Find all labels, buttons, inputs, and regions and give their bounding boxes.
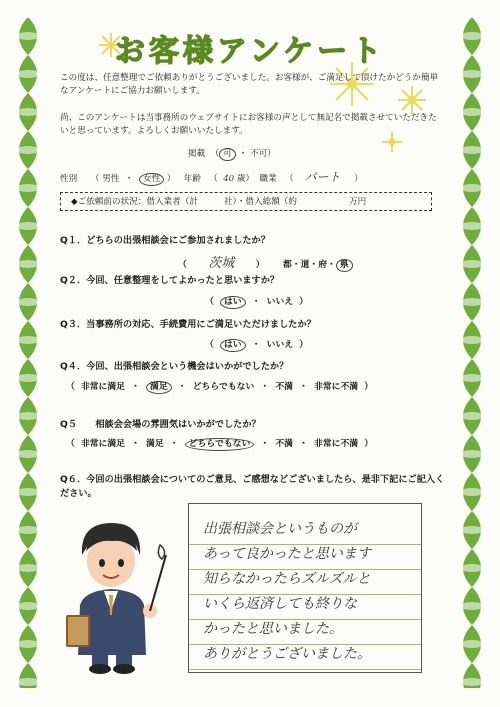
leaf-motif [12,663,44,688]
leaf-motif [456,131,488,169]
leaf-motif [456,245,488,283]
q3-option-yes[interactable]: はい [220,339,246,352]
answer-line: あって良かったと思います [203,546,371,562]
right-leaf-border [452,18,492,688]
leaf-motif [456,511,488,549]
leaf-motif [12,93,44,131]
job-label: 職業 [259,174,277,184]
leaf-motif [12,245,44,283]
leaf-motif [12,473,44,511]
leaf-motif [456,18,488,55]
q3-option-no[interactable]: いいえ [266,340,294,350]
q2-option-no[interactable]: いいえ [266,297,294,307]
answer-line: 出張相談会というものが [203,521,357,537]
age-value[interactable]: 40 [223,174,235,184]
q4-answer-row: （ 非常に満足 ・ 満足 ・ どちらでもない ・ 不満 ・ 非常に不満 ） [66,382,373,392]
gender-option-male[interactable]: 男性 [102,174,120,184]
q4-option-neutral[interactable]: どちらでもない [192,382,255,392]
age-label: 年齢 [183,174,201,184]
q1-prefecture-answer[interactable]: 茨城 [208,256,235,271]
q4-option-dissatisfied[interactable]: 不満 [275,382,293,392]
left-leaf-border [8,18,48,688]
answer-line: かったと思いました。 [203,621,343,637]
leaf-motif [456,55,488,93]
q4-option-very-dissatisfied[interactable]: 非常に不満 [314,382,359,392]
leaf-motif [12,625,44,663]
publish-option-no[interactable]: 不可 [249,149,268,159]
question-2: Q２．今回、任意整理をしてよかったと思いますか？ [60,275,280,286]
lawyer-character-illustration [60,515,172,675]
leaf-motif [456,625,488,663]
question-4: Q４．今回、出張相談会という機会はいかがでしたか？ [60,361,289,372]
leaf-motif [12,435,44,473]
q3-answer-row: （ はい ・ いいえ ） [205,340,309,350]
gender-label: 性別 [60,174,78,184]
leaf-motif [456,359,488,397]
publish-row: 掲載 （ 可 ・ 不可） [188,149,276,159]
q1-answer-row: （ 茨城 ） 都・道・府・ 県 [178,252,353,272]
intro-paragraph-1: この度は、任意整理でご依頼ありがとうございました。お客様が、ご満足して頂けたかどうか簡単なアンケートにご協力お願いします。 [60,73,439,96]
leaf-motif [456,473,488,511]
leaf-motif [12,131,44,169]
answer-line: いくら返済しても終りな [203,596,357,612]
answer-line: ありがとうございました。 [203,646,371,662]
comments-answer-box[interactable] [188,503,422,673]
intro-paragraph-2: 尚、このアンケートは当事務所のウェブサイトにお客様の声として無記名で掲載させていただきたいと思っています。よろしくお願いいたします。 [60,113,437,136]
leaf-motif [12,511,44,549]
question-5: Q５ 相談会会場の雰囲気はいかがでしたか？ [60,419,261,430]
profile-row: 性別 （ 男性 ・ 女性 ） 年齢 （ 40 歳） 職業 （ パート ） [60,170,363,184]
question-6: Q６．今回の出張相談会についてのご意見、ご感想などございましたら、是非下記にご記入ください。 [60,474,445,499]
job-value[interactable]: パート [304,170,341,184]
q2-answer-row: （ はい ・ いいえ ） [205,297,309,307]
leaf-motif [456,549,488,587]
leaf-motif [12,397,44,435]
leaf-motif [12,55,44,93]
q5-option-neutral[interactable]: どちらでもない [185,438,255,451]
leaf-motif [456,321,488,359]
q4-option-very-satisfied[interactable]: 非常に満足 [80,382,125,392]
leaf-motif [456,663,488,688]
q5-option-very-dissatisfied[interactable]: 非常に不満 [314,439,359,449]
publish-option-yes[interactable]: 可 [219,148,236,161]
q2-option-yes[interactable]: はい [220,296,246,309]
q5-option-dissatisfied[interactable]: 不満 [275,439,293,449]
page-title: お客様アンケート [114,34,386,69]
question-1: Q１．どちらの出張相談会にご参加されましたか？ [60,235,270,246]
leaf-motif [456,93,488,131]
q5-option-very-satisfied[interactable]: 非常に満足 [80,439,125,449]
leaf-motif [12,169,44,207]
q1-option-do[interactable]: 道 [300,260,310,270]
leaf-motif [12,359,44,397]
leaf-motif [456,207,488,245]
question-3: Q３．当事務所の対応、手続費用にご満足いただけましたか？ [60,319,316,330]
leaf-motif [456,169,488,207]
leaf-motif [12,321,44,359]
leaf-motif [456,587,488,625]
leaf-motif [12,587,44,625]
leaf-motif [12,283,44,321]
leaf-motif [456,397,488,435]
q1-option-ken[interactable]: 県 [336,259,353,272]
q1-option-fu[interactable]: 府 [318,260,327,270]
leaf-motif [456,283,488,321]
leaf-motif [12,18,44,55]
q5-answer-row: （ 非常に満足 ・ 満足 ・ どちらでもない ・ 不満 ・ 非常に不満 ） [66,439,373,449]
q5-option-satisfied[interactable]: 満足 [146,439,164,449]
q1-option-to[interactable]: 都 [282,260,292,270]
leaf-motif [12,207,44,245]
q4-option-satisfied[interactable]: 満足 [146,381,172,394]
answer-line: 知らなかったらズルズルと [203,571,371,587]
pre-request-status-box: ◆ご依頼前の状況：借入業者（計 社）・借入総額（約 万円 [60,192,432,211]
leaf-motif [12,549,44,587]
gender-option-female[interactable]: 女性 [139,173,164,186]
publish-label: 掲載 [188,149,206,159]
leaf-motif [456,435,488,473]
